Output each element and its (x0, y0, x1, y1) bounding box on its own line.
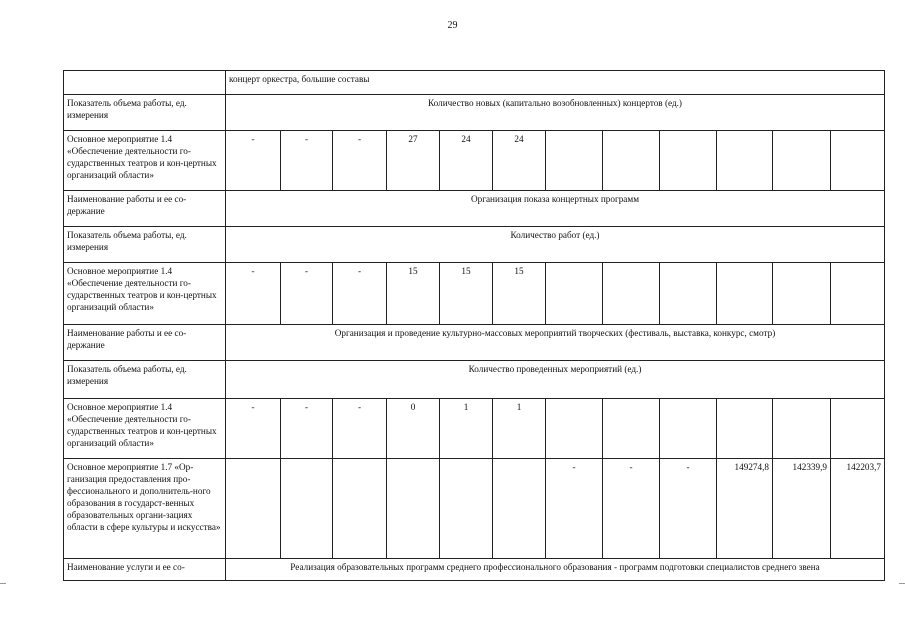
value-cell: - (226, 131, 281, 191)
value-cell: - (333, 263, 387, 325)
value-cell (546, 263, 603, 325)
value-cell: - (333, 399, 387, 459)
indicator-text: Количество новых (капитально возобновленных) концертов (ед.) (226, 95, 885, 131)
value-cell (546, 131, 603, 191)
value-cell (226, 459, 281, 559)
value-cell: 142339,9 (773, 459, 831, 559)
value-cell (660, 399, 717, 459)
value-cell (773, 263, 831, 325)
value-cell: - (333, 131, 387, 191)
value-cell: 27 (387, 131, 440, 191)
table-row (64, 227, 885, 263)
row-label: Показатель объема работы, ед. измерения (64, 361, 226, 399)
work-description: концерт оркестра, большие составы (226, 71, 885, 95)
indicator-text: Количество проведенных мероприятий (ед.) (226, 361, 885, 399)
value-cell: 1 (440, 399, 493, 459)
service-name-text: Реализация образовательных программ среднего профессионального образования - программ подготовки специалистов среднего звена (226, 559, 885, 581)
work-name-text: Организация показа концертных программ (226, 191, 885, 227)
table-row (64, 399, 885, 459)
value-cell: 1 (493, 399, 546, 459)
value-cell (440, 459, 493, 559)
value-cell: - (546, 459, 603, 559)
row-label: Основное мероприятие 1.4 «Обеспечение деятельности го-сударственных театров и кон-цертных организаций области» (64, 131, 226, 191)
table-row (64, 325, 885, 361)
table-row (64, 95, 885, 131)
indicator-text: Количество работ (ед.) (226, 227, 885, 263)
table-row (64, 191, 885, 227)
table-row (64, 131, 885, 191)
value-cell (773, 399, 831, 459)
page-number: 29 (447, 20, 458, 31)
row-label: Основное мероприятие 1.4 «Обеспечение деятельности го-сударственных театров и кон-цертных организаций области» (64, 263, 226, 325)
value-cell (603, 399, 660, 459)
value-cell (660, 131, 717, 191)
value-cell (831, 263, 885, 325)
row-label: Показатель объема работы, ед. измерения (64, 95, 226, 131)
value-cell: 149274,8 (717, 459, 773, 559)
value-cell (333, 459, 387, 559)
value-cell (773, 131, 831, 191)
document-table (63, 70, 885, 581)
value-cell: 15 (493, 263, 546, 325)
value-cell: - (281, 131, 333, 191)
table-row (64, 71, 885, 95)
value-cell: 24 (440, 131, 493, 191)
value-cell (717, 263, 773, 325)
value-cell (387, 459, 440, 559)
value-cell (831, 399, 885, 459)
row-label: Основное мероприятие 1.4 «Обеспечение деятельности го-сударственных театров и кон-цертных организаций области» (64, 399, 226, 459)
value-cell: - (226, 399, 281, 459)
table-row (64, 559, 885, 581)
value-cell: - (660, 459, 717, 559)
row-label: Наименование работы и ее со-держание (64, 191, 226, 227)
table-row (64, 361, 885, 399)
value-cell: - (281, 399, 333, 459)
work-name-text: Организация и проведение культурно-массовых мероприятий творческих (фестиваль, выставка, конкурс, смотр) (226, 325, 885, 361)
value-cell (603, 131, 660, 191)
table-row (64, 459, 885, 559)
table-row (64, 263, 885, 325)
row-label: Показатель объема работы, ед. измерения (64, 227, 226, 263)
value-cell (660, 263, 717, 325)
value-cell: 24 (493, 131, 546, 191)
value-cell: - (603, 459, 660, 559)
value-cell (717, 131, 773, 191)
value-cell: 0 (387, 399, 440, 459)
row-label: Наименование работы и ее со-держание (64, 325, 226, 361)
value-cell: 142203,7 (831, 459, 885, 559)
value-cell: 15 (440, 263, 493, 325)
value-cell: - (226, 263, 281, 325)
value-cell (831, 131, 885, 191)
row-label (64, 71, 226, 95)
value-cell (546, 399, 603, 459)
scan-edge-mark (899, 583, 905, 584)
value-cell (493, 459, 546, 559)
row-label: Наименование услуги и ее со- (64, 559, 226, 581)
value-cell (281, 459, 333, 559)
value-cell (717, 399, 773, 459)
value-cell: - (281, 263, 333, 325)
scan-edge-mark (0, 583, 6, 584)
value-cell (603, 263, 660, 325)
value-cell: 15 (387, 263, 440, 325)
row-label: Основное мероприятие 1.7 «Ор-ганизация предоставления про-фессионального и дополнитель-ного образования в государст-венных образовательных органи-зациях области в сфере культуры и искусства» (64, 459, 226, 559)
